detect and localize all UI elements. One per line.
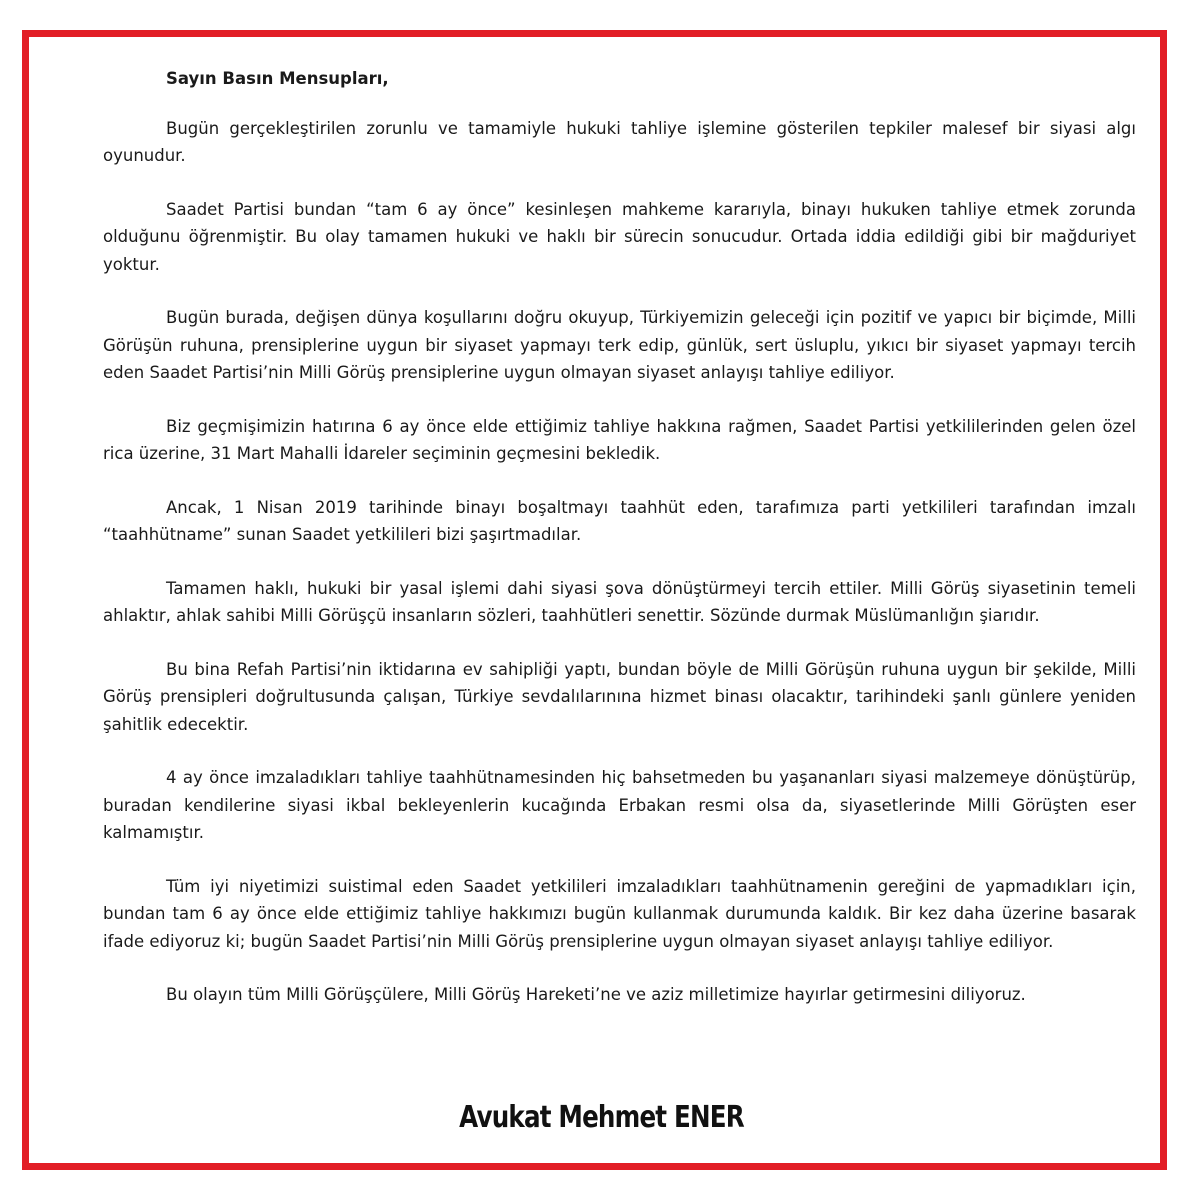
signature: Avukat Mehmet ENER bbox=[459, 1100, 744, 1135]
paragraph-9: Tüm iyi niyetimizi suistimal eden Saadet yetkilileri imzaladıkları taahhütnamenin gereğini de yapmadıkları için, bundan tam 6 ay önce elde ettiğimiz tahliye hakkımızı bugün kullanmak durumunda kaldık. Bir kez daha üzerine basarak ifade ediyoruz ki; bugün Saadet Partisi’nin Milli Görüş prensiplerine uygun olmayan siyaset anlayışı tahliye ediliyor. bbox=[103, 876, 1136, 951]
paragraph-2: Saadet Partisi bundan “tam 6 ay önce” kesinleşen mahkeme kararıyla, binayı hukuken tahliye etmek zorunda olduğunu öğrenmiştir. Bu olay tamamen hukuki ve haklı bir sürecin sonucudur. Ortada iddia edildiği gibi bir mağduriyet yoktur. bbox=[103, 199, 1136, 274]
paragraph-10: Bu olayın tüm Milli Görüşçülere, Milli Görüş Hareketi’ne ve aziz milletimize hayırlar getirmesini diliyoruz. bbox=[166, 985, 1026, 1004]
paragraph-5: Ancak, 1 Nisan 2019 tarihinde binayı boşaltmayı taahhüt eden, tarafımıza parti yetkilileri tarafından imzalı “taahhütname” sunan Saadet yetkilileri bizi şaşırtmadılar. bbox=[103, 497, 1136, 544]
document-body bbox=[103, 57, 1136, 1035]
paragraph-8: 4 ay önce imzaladıkları tahliye taahhütnamesinden hiç bahsetmeden bu yaşananları siyasi malzemeye dönüştürüp, buradan kendilerine siyasi ikbal bekleyenlerin kucağında Erbakan resmi olsa da, siyasetlerinde Milli Görüşten eser kalmamıştır. bbox=[103, 768, 1136, 842]
document-frame bbox=[22, 30, 1167, 1170]
paragraph-7: Bu bina Refah Partisi’nin iktidarına ev sahipliği yaptı, bundan böyle de Milli Görüşün ruhuna uygun bir şekilde, Milli Görüş prensipleri doğrultusunda çalışan, Türkiye sevdalılarınına hizmet binası olacaktır, tarihindeki şanlı günlere yeniden şahitlik edecektir. bbox=[103, 659, 1136, 734]
salutation: Sayın Basın Mensupları, bbox=[166, 69, 389, 88]
paragraph-6: Tamamen haklı, hukuki bir yasal işlemi dahi siyasi şova dönüştürmeyi tercih ettiler. Milli Görüş siyasetinin temeli ahlaktır, ahlak sahibi Milli Görüşçü insanların sözleri, taahhütleri senettir. Sözünde durmak Müslümanlığın şiarıdır. bbox=[103, 578, 1136, 625]
paragraph-4: Biz geçmişimizin hatırına 6 ay önce elde ettiğimiz tahliye hakkına rağmen, Saadet Partisi yetkililerinden gelen özel rica üzerine, 31 Mart Mahalli İdareler seçiminin geçmesini bekledik. bbox=[103, 416, 1136, 463]
paragraph-3: Bugün burada, değişen dünya koşullarını doğru okuyup, Türkiyemizin geleceği için pozitif ve yapıcı bir biçimde, Milli Görüşün ruhuna, prensiplerine uygun bir siyaset yapmayı terk edip, günlük, sert üsluplu, yıkıcı bir siyaset yapmayı tercih eden Saadet Partisi’nin Milli Görüş prensiplerine uygun olmayan siyaset anlayışı tahliye ediliyor. bbox=[103, 308, 1136, 382]
paragraph-1: Bugün gerçekleştirilen zorunlu ve tamamiyle hukuki tahliye işlemine gösterilen tepkiler malesef bir siyasi algı oyunudur. bbox=[103, 118, 1136, 165]
